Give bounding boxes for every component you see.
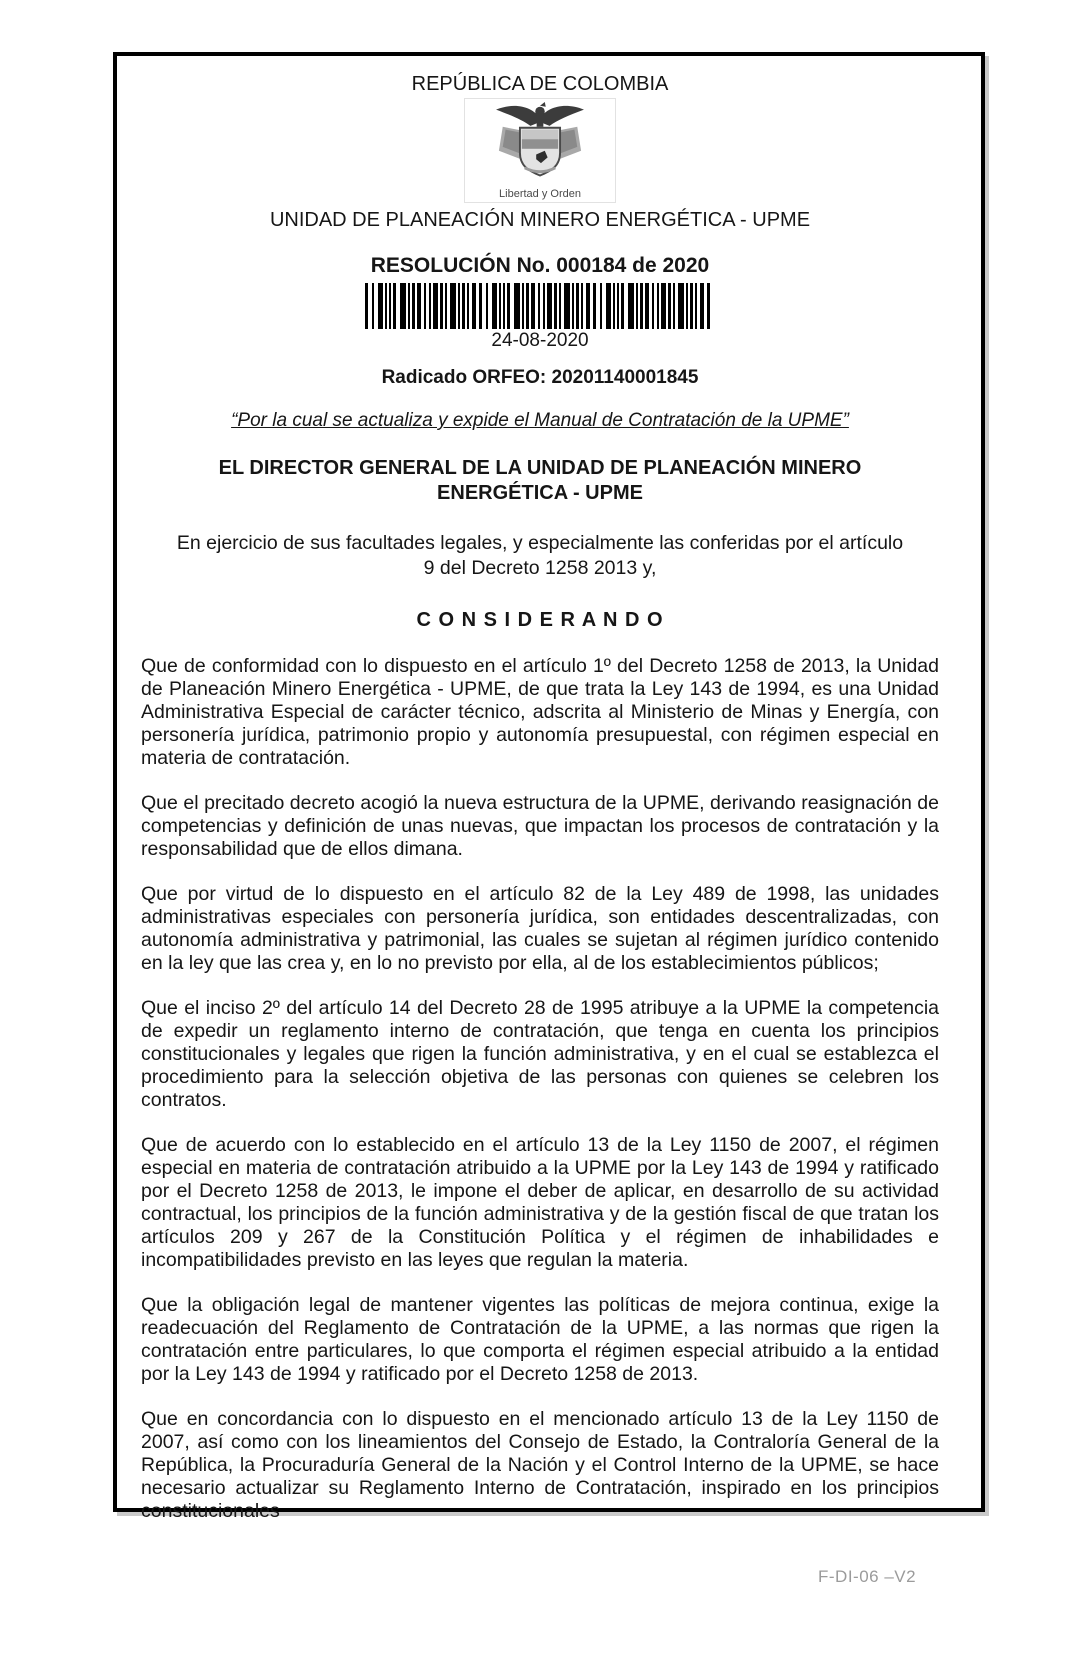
colombia-coat-of-arms-icon <box>481 101 599 187</box>
preamble <box>141 531 939 581</box>
barcode <box>365 283 715 329</box>
coat-of-arms <box>464 98 616 203</box>
preamble-line-1: En ejercicio de sus facultades legales, y especialmente las conferidas por el artículo <box>176 532 904 554</box>
body-paragraph: Que el inciso 2º del artículo 14 del Decreto 28 de 1995 atribuye a la UPME la competencia de expedir un reglamento interno de contratación, que tenga en cuenta los principios constitucionales y legales que rigen la función administrativa, y en el cual se establezca el procedimiento para la selección objetiva de las personas con quienes se celebren los contratos. <box>141 997 939 1111</box>
emblem-caption: Libertad y Orden <box>499 188 581 200</box>
body-paragraph: Que de conformidad con lo dispuesto en el artículo 1º del Decreto 1258 de 2013, la Unidad de Planeación Minero Energética - UPME, de que trata la Ley 143 de 1994, es una Unidad Administrativa Especial de carácter técnico, adscrita al Ministerio de Minas y Energía, con personería jurídica, patrimonio propio y autonomía presupuestal, con régimen especial en materia de contratación. <box>141 655 939 769</box>
resolution-date: 24-08-2020 <box>491 330 589 351</box>
body-paragraph: Que de acuerdo con lo establecido en el artículo 13 de la Ley 1150 de 2007, el régimen especial en materia de contratación atribuido a la UPME por la Ley 143 de 1994 y ratificado por el Decreto 1258 de 2013, le impone el deber de aplicar, en desarrollo de su actividad contractual, los principios de la función administrativa y de la gestión fiscal de que tratan los artículos 209 y 267 de la Constitución Política y el régimen de inhabilidades e incompatibilidades previsto en las leyes que regulan la materia. <box>141 1134 939 1271</box>
subject-line <box>141 409 939 432</box>
authority-heading <box>141 456 939 506</box>
entity-title: UNIDAD DE PLANEACIÓN MINERO ENERGÉTICA - UPME <box>269 209 811 231</box>
preamble-line-2: 9 del Decreto 1258 2013 y, <box>423 557 657 579</box>
authority-line-2: ENERGÉTICA - UPME <box>437 482 643 504</box>
resolution-title: RESOLUCIÓN No. 000184 de 2020 <box>370 254 710 277</box>
body-paragraph: Que el precitado decreto acogió la nueva estructura de la UPME, derivando reasignación de competencias y definición de unas nuevas, que impactan los procesos de contratación y la responsabilidad que de ellos dimana. <box>141 792 939 860</box>
body-paragraph: Que por virtud de lo dispuesto en el artículo 82 de la Ley 489 de 1998, las unidades administrativas especiales con personería jurídica, son entidades descentralizadas, con autonomía administrativa y patrimonial, las cuales se sujetan al régimen jurídico contenido en la ley que las crea y, en lo no previsto por ella, al de los establecimientos públicos; <box>141 883 939 974</box>
considerando-heading: C O N S I D E R A N D O <box>416 609 664 631</box>
body-paragraph: Que en concordancia con lo dispuesto en el mencionado artículo 13 de la Ley 1150 de 2007, así como con los lineamientos del Consejo de Estado, la Contraloría General de la República, la Procuraduría General de la Nación y el Control Interno de la UPME, se hace necesario actualizar su Reglamento Interno de Contratación, inspirado en los principios constitucionales <box>141 1408 939 1522</box>
authority-line-1: EL DIRECTOR GENERAL DE LA UNIDAD DE PLANEACIÓN MINERO <box>218 457 862 479</box>
form-code: F-DI-06 –V2 <box>818 1567 917 1586</box>
radicado-line: Radicado ORFEO: 20201140001845 <box>381 367 699 388</box>
republic-title: REPÚBLICA DE COLOMBIA <box>411 73 669 95</box>
body-paragraph: Que la obligación legal de mantener vigentes las políticas de mejora continua, exige la readecuación del Reglamento de Contratación de la UPME, a las normas que rigen la contratación entre particulares, lo que comporta el régimen especial atribuido a la entidad por la Ley 143 de 1994 y ratificado por el Decreto 1258 de 2013. <box>141 1294 939 1385</box>
subject-text: “Por la cual se actualiza y expide el Manual de Contratación de la UPME” <box>231 410 849 431</box>
body-text <box>141 655 939 1523</box>
page-border <box>113 52 985 1522</box>
